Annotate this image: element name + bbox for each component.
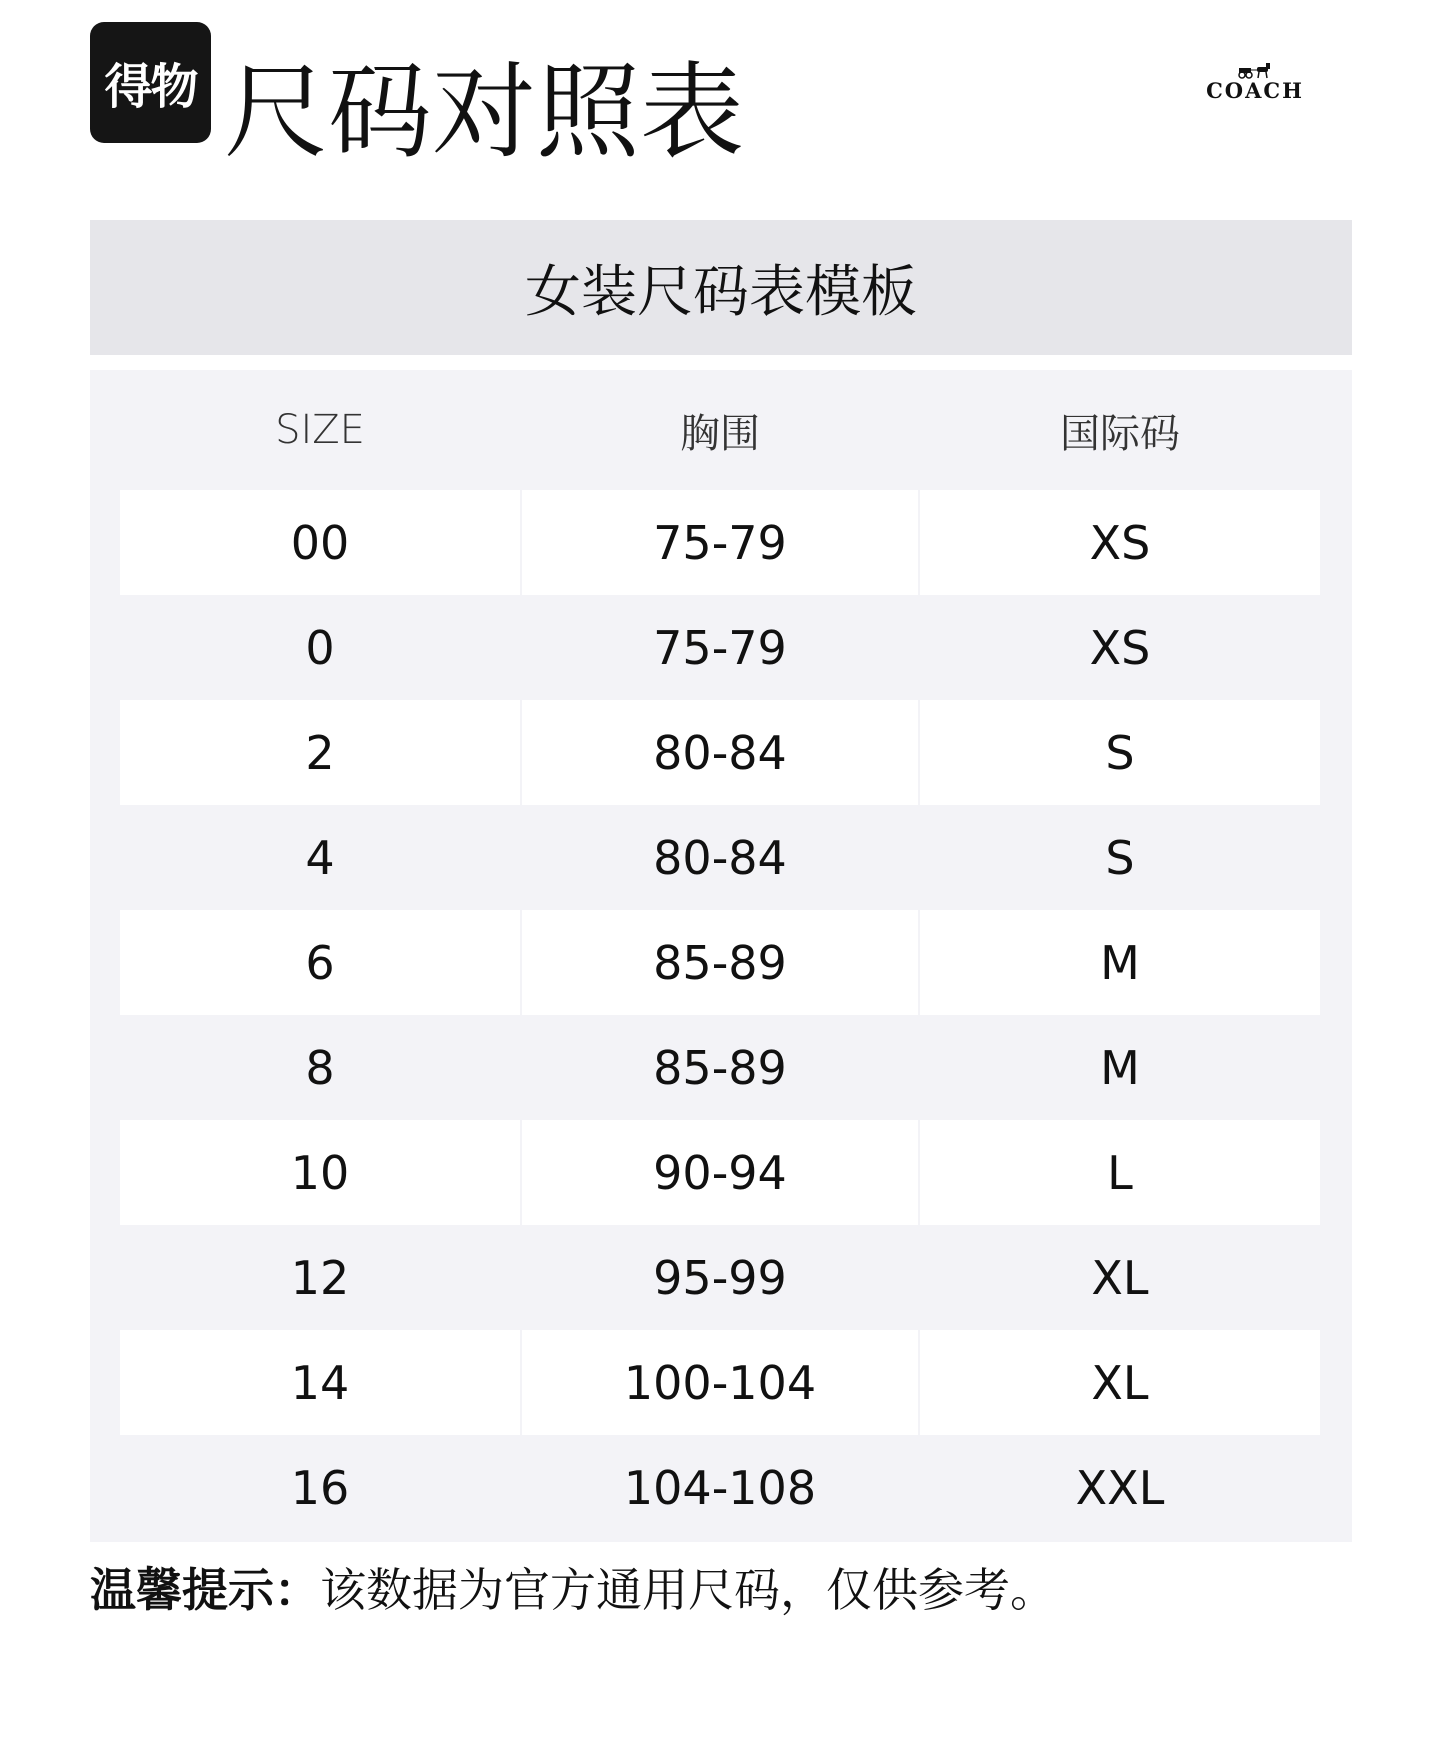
table-row [120,910,1320,1015]
table-row [120,490,1320,595]
cell-bust: 85-89 [520,910,920,1015]
table-row [120,1435,1320,1540]
cell-bust: 90-94 [520,1120,920,1225]
cell-bust: 104-108 [623,1460,817,1515]
cell-intl-size: L [920,1120,1320,1225]
cell-bust: 80-84 [520,700,920,805]
cell-size: 10 [120,1120,520,1225]
cell-bust: 80-84 [653,830,787,885]
brand-logo [1190,60,1320,102]
table-body [120,490,1320,1540]
table-row [120,1015,1320,1120]
footer-note [90,1560,1056,1620]
column-header-bust: 胸围 [680,410,760,457]
table-row [120,1225,1320,1330]
section-banner [90,220,1352,355]
cell-bust: 85-89 [653,1040,787,1095]
cell-size: 12 [290,1250,350,1305]
section-title: 女装尺码表模板 [525,259,917,325]
page-title: 尺码对照表 [224,51,745,173]
note-label: 温馨提示： [90,1563,320,1617]
column-header-size: SIZE [275,407,365,453]
table-row [120,805,1320,910]
table-row [120,1120,1320,1225]
table-header [120,370,1320,490]
cell-intl-size: XXL [1075,1460,1165,1515]
brand-name: COACH [1206,78,1304,103]
cell-intl-size: XS [1089,620,1151,675]
cell-intl-size: M [920,910,1320,1015]
cell-bust: 75-79 [520,490,920,595]
cell-size: 00 [120,490,520,595]
cell-bust: 95-99 [653,1250,787,1305]
horse-carriage-icon [1235,60,1275,80]
cell-intl-size: S [920,700,1320,805]
cell-intl-size: XS [920,490,1320,595]
size-table [90,370,1352,1542]
app-logo [90,22,211,143]
table-row [120,1330,1320,1435]
cell-size: 14 [120,1330,520,1435]
cell-size: 2 [120,700,520,805]
cell-intl-size: XL [920,1330,1320,1435]
cell-size: 16 [290,1460,350,1515]
cell-size: 4 [305,830,335,885]
cell-size: 8 [305,1040,335,1095]
column-header-intl-size: 国际码 [1060,410,1180,457]
cell-bust: 75-79 [653,620,787,675]
table-row [120,700,1320,805]
cell-size: 6 [120,910,520,1015]
note-text: 该数据为官方通用尺码，仅供参考。 [320,1563,1056,1617]
cell-intl-size: M [1100,1040,1140,1095]
cell-bust: 100-104 [520,1330,920,1435]
app-logo-text: 得物 [104,59,197,115]
cell-intl-size: XL [1091,1250,1149,1305]
cell-intl-size: S [1105,830,1135,885]
cell-size: 0 [305,620,335,675]
table-row [120,595,1320,700]
